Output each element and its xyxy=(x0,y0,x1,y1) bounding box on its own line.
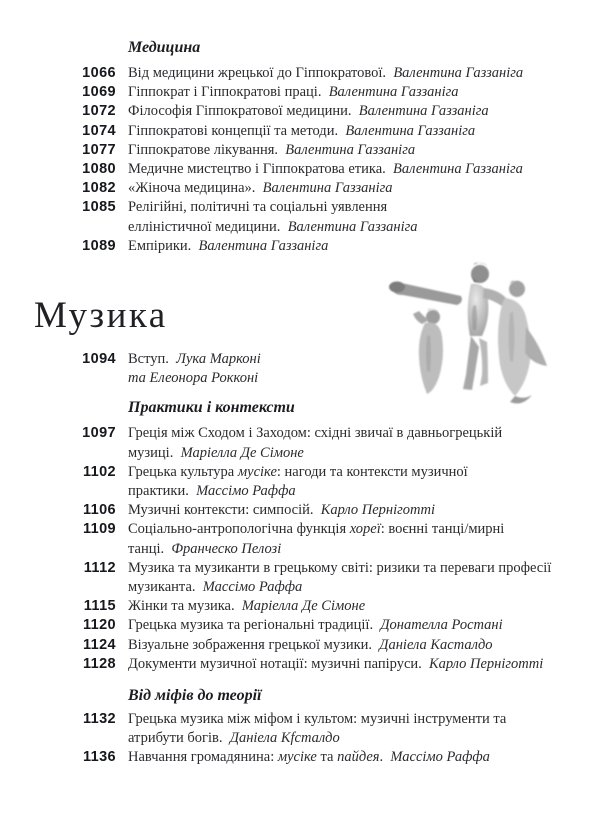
toc-entry xyxy=(0,597,612,616)
entry-title-line xyxy=(128,636,590,655)
italic-text-segment: Валентина Газзаніга xyxy=(285,141,416,158)
entry-title xyxy=(128,198,590,236)
italic-text-segment: та Елеонора Рокконі xyxy=(128,370,259,387)
entry-page-number: 1069 xyxy=(82,84,116,101)
italic-text-segment: Маріелла Де Сімоне xyxy=(241,598,366,615)
entry-title xyxy=(128,83,590,102)
italic-text-segment: Валентина Газзаніга xyxy=(358,103,489,120)
entry-title-line xyxy=(128,444,590,463)
text-segment: атрибути богів. xyxy=(128,730,230,747)
entry-page-number: 1102 xyxy=(82,463,116,480)
entry-page-number: 1124 xyxy=(82,636,116,653)
text-segment: Емпірики. xyxy=(128,237,199,254)
entry-title xyxy=(128,616,590,635)
text-segment: Філософія Гіппократової медицини. xyxy=(128,103,359,120)
section-subheading: Медицина xyxy=(128,39,201,56)
text-segment: та xyxy=(316,749,338,766)
section-subheading: Від міфів до теорії xyxy=(128,687,262,705)
text-segment: Релігійні, політичні та соціальні уявлення xyxy=(128,199,388,216)
toc-entry xyxy=(0,501,612,520)
entry-page-number: 1136 xyxy=(82,749,116,766)
entry-title xyxy=(128,501,590,520)
text-segment: Грецька музика та регіональні традиції. xyxy=(128,617,381,634)
entry-title xyxy=(128,710,590,748)
text-segment: музиці. xyxy=(128,444,181,461)
toc-entry xyxy=(0,198,612,236)
toc-entry xyxy=(0,102,612,121)
entry-title-line xyxy=(128,748,590,767)
italic-text-segment: Валентина Газзаніга xyxy=(287,218,418,235)
entry-page-number: 1109 xyxy=(82,521,116,538)
entry-title xyxy=(128,160,590,179)
italic-text-segment: Валентина Газзаніга xyxy=(345,122,476,139)
entry-title-line xyxy=(128,179,590,198)
text-segment: Жінки та музика. xyxy=(128,598,242,615)
toc-entry xyxy=(0,616,612,635)
text-segment: Від медицини жрецької до Гіппократової. xyxy=(128,65,394,81)
entry-page-number: 1128 xyxy=(82,655,116,672)
entry-page-number: 1106 xyxy=(82,502,116,519)
entry-title xyxy=(128,636,590,655)
entry-title-line xyxy=(128,198,590,217)
entry-title-line xyxy=(128,616,590,635)
entry-page-number: 1115 xyxy=(83,598,116,615)
entry-title-line xyxy=(128,482,590,501)
italic-text-segment: Валентина Газзаніга xyxy=(393,161,523,178)
text-segment: Соціально-антропологічна функція xyxy=(128,521,350,538)
entry-title-line xyxy=(128,141,590,160)
italic-text-segment: Валентина Газзаніга xyxy=(328,84,459,101)
entry-title-line xyxy=(128,655,590,674)
entry-page-number: 1082 xyxy=(82,180,116,197)
entry-page-number: 1089 xyxy=(82,237,116,254)
entry-title-line xyxy=(128,122,590,141)
entry-title-line xyxy=(128,424,590,443)
text-segment: музиканта. xyxy=(128,579,203,596)
toc-entry xyxy=(0,179,612,198)
text-segment: практики. xyxy=(128,483,197,500)
entry-title xyxy=(128,237,590,256)
italic-text-segment: Франческо Пелозі xyxy=(171,540,282,557)
entry-title-line xyxy=(128,237,590,256)
text-segment: : нагоди та контексти музичної xyxy=(276,463,468,480)
entry-title-line xyxy=(128,64,590,83)
entry-title xyxy=(128,102,590,121)
toc-entry xyxy=(0,636,612,655)
entry-title xyxy=(128,141,590,160)
entry-title xyxy=(128,122,590,141)
entry-title-line xyxy=(128,710,590,729)
text-segment: «Жіноча медицина». xyxy=(128,180,263,197)
text-segment: . xyxy=(379,749,391,766)
toc-entry xyxy=(0,655,612,674)
text-segment: Візуальне зображення грецької музики. xyxy=(128,636,380,653)
entry-title-line xyxy=(128,578,590,597)
text-segment: Вступ. xyxy=(128,351,177,368)
toc-entry xyxy=(0,141,612,160)
entry-title xyxy=(128,350,590,388)
entry-page-number: 1080 xyxy=(82,161,116,178)
text-segment: Медичне мистецтво і Гіппократова етика. xyxy=(128,161,394,178)
table-of-contents xyxy=(0,38,612,768)
italic-text-segment: Карло Перніготті xyxy=(429,655,544,672)
entry-title-line xyxy=(128,160,590,179)
italic-text-segment: Даніела Кfсталдо xyxy=(229,730,340,747)
entry-title xyxy=(128,424,590,462)
text-segment: Гіппократові концепції та методи. xyxy=(128,122,346,139)
entry-title xyxy=(128,597,590,616)
italic-text-segment: Лука Марконі xyxy=(176,351,261,368)
italic-text-segment: пайдея xyxy=(337,749,380,766)
text-segment: Греція між Сходом і Заходом: східні звичаї в давньогрецькій xyxy=(128,425,503,442)
entry-title-line xyxy=(128,463,590,482)
entry-title xyxy=(128,463,590,501)
entry-title xyxy=(128,64,590,83)
entry-title-line xyxy=(128,350,590,369)
toc-entry xyxy=(0,710,612,748)
text-segment: Музика та музиканти в грецькому світі: ризики та переваги професії xyxy=(128,559,552,576)
entry-title-line xyxy=(128,83,590,102)
italic-text-segment: Карло Перніготті xyxy=(320,502,435,519)
toc-entry xyxy=(0,122,612,141)
italic-text-segment: Донателла Ростані xyxy=(380,617,503,634)
entry-page-number: 1085 xyxy=(82,199,116,216)
italic-text-segment: Массімо Раффа xyxy=(202,579,303,596)
entry-title-line xyxy=(128,559,590,578)
italic-text-segment: хореї xyxy=(349,521,381,538)
italic-text-segment: Даніела Касталдо xyxy=(379,636,493,653)
toc-entry xyxy=(0,237,612,256)
italic-text-segment: мусіке xyxy=(277,749,317,766)
toc-entry xyxy=(0,520,612,558)
section-subheading: Практики і контексти xyxy=(128,399,295,417)
text-segment: елліністичної медицини. xyxy=(128,218,288,235)
toc-entry xyxy=(0,748,612,767)
toc-entry xyxy=(0,350,612,388)
text-segment: Гіппократ і Гіппократові праці. xyxy=(128,84,329,101)
entry-page-number: 1120 xyxy=(82,617,116,634)
entry-page-number: 1074 xyxy=(82,122,116,139)
entry-title-line xyxy=(128,501,590,520)
entry-page-number: 1112 xyxy=(83,559,116,576)
italic-text-segment: Маріелла Де Сімоне xyxy=(180,444,304,461)
italic-text-segment: Массімо Раффа xyxy=(196,483,296,500)
text-segment: : воєнні танці/мирні xyxy=(380,521,505,538)
text-segment: Грецька культура xyxy=(128,463,238,480)
toc-entry xyxy=(0,83,612,102)
entry-title xyxy=(128,559,590,597)
text-segment: Навчання громадянина: xyxy=(128,749,278,766)
toc-entry xyxy=(0,160,612,179)
toc-entry xyxy=(0,463,612,501)
entry-page-number: 1072 xyxy=(82,103,116,120)
entry-title xyxy=(128,655,590,674)
text-segment: танці. xyxy=(128,540,172,557)
entry-title-line xyxy=(128,102,590,121)
italic-text-segment: Валентина Газзаніга xyxy=(393,65,524,81)
entry-page-number: 1066 xyxy=(82,65,116,81)
entry-title-line xyxy=(128,218,590,237)
entry-page-number: 1094 xyxy=(82,351,116,368)
entry-title xyxy=(128,520,590,558)
text-segment: Гіппократове лікування. xyxy=(128,141,286,158)
toc-entry xyxy=(0,64,612,83)
entry-title-line xyxy=(128,520,590,539)
text-segment: Документи музичної нотації: музичні папіруси. xyxy=(128,655,430,672)
entry-page-number: 1132 xyxy=(82,711,116,728)
toc-entry xyxy=(0,559,612,597)
italic-text-segment: Массімо Раффа xyxy=(390,749,490,766)
entry-page-number: 1097 xyxy=(82,425,116,442)
entry-page-number: 1077 xyxy=(82,141,116,158)
entry-title-line xyxy=(128,729,590,748)
entry-title xyxy=(128,748,590,767)
entry-title-line xyxy=(128,369,590,388)
italic-text-segment: Валентина Газзаніга xyxy=(198,237,329,254)
text-segment: Музичні контексти: симпосій. xyxy=(128,502,321,519)
part-title: Музика xyxy=(34,295,168,337)
italic-text-segment: мусіке xyxy=(237,463,277,480)
entry-title-line xyxy=(128,540,590,559)
toc-entry xyxy=(0,424,612,462)
text-segment: Грецька музика між міфом і культом: музичні інструменти та xyxy=(128,711,507,728)
entry-title xyxy=(128,179,590,198)
italic-text-segment: Валентина Газзаніга xyxy=(262,180,393,197)
entry-title-line xyxy=(128,597,590,616)
